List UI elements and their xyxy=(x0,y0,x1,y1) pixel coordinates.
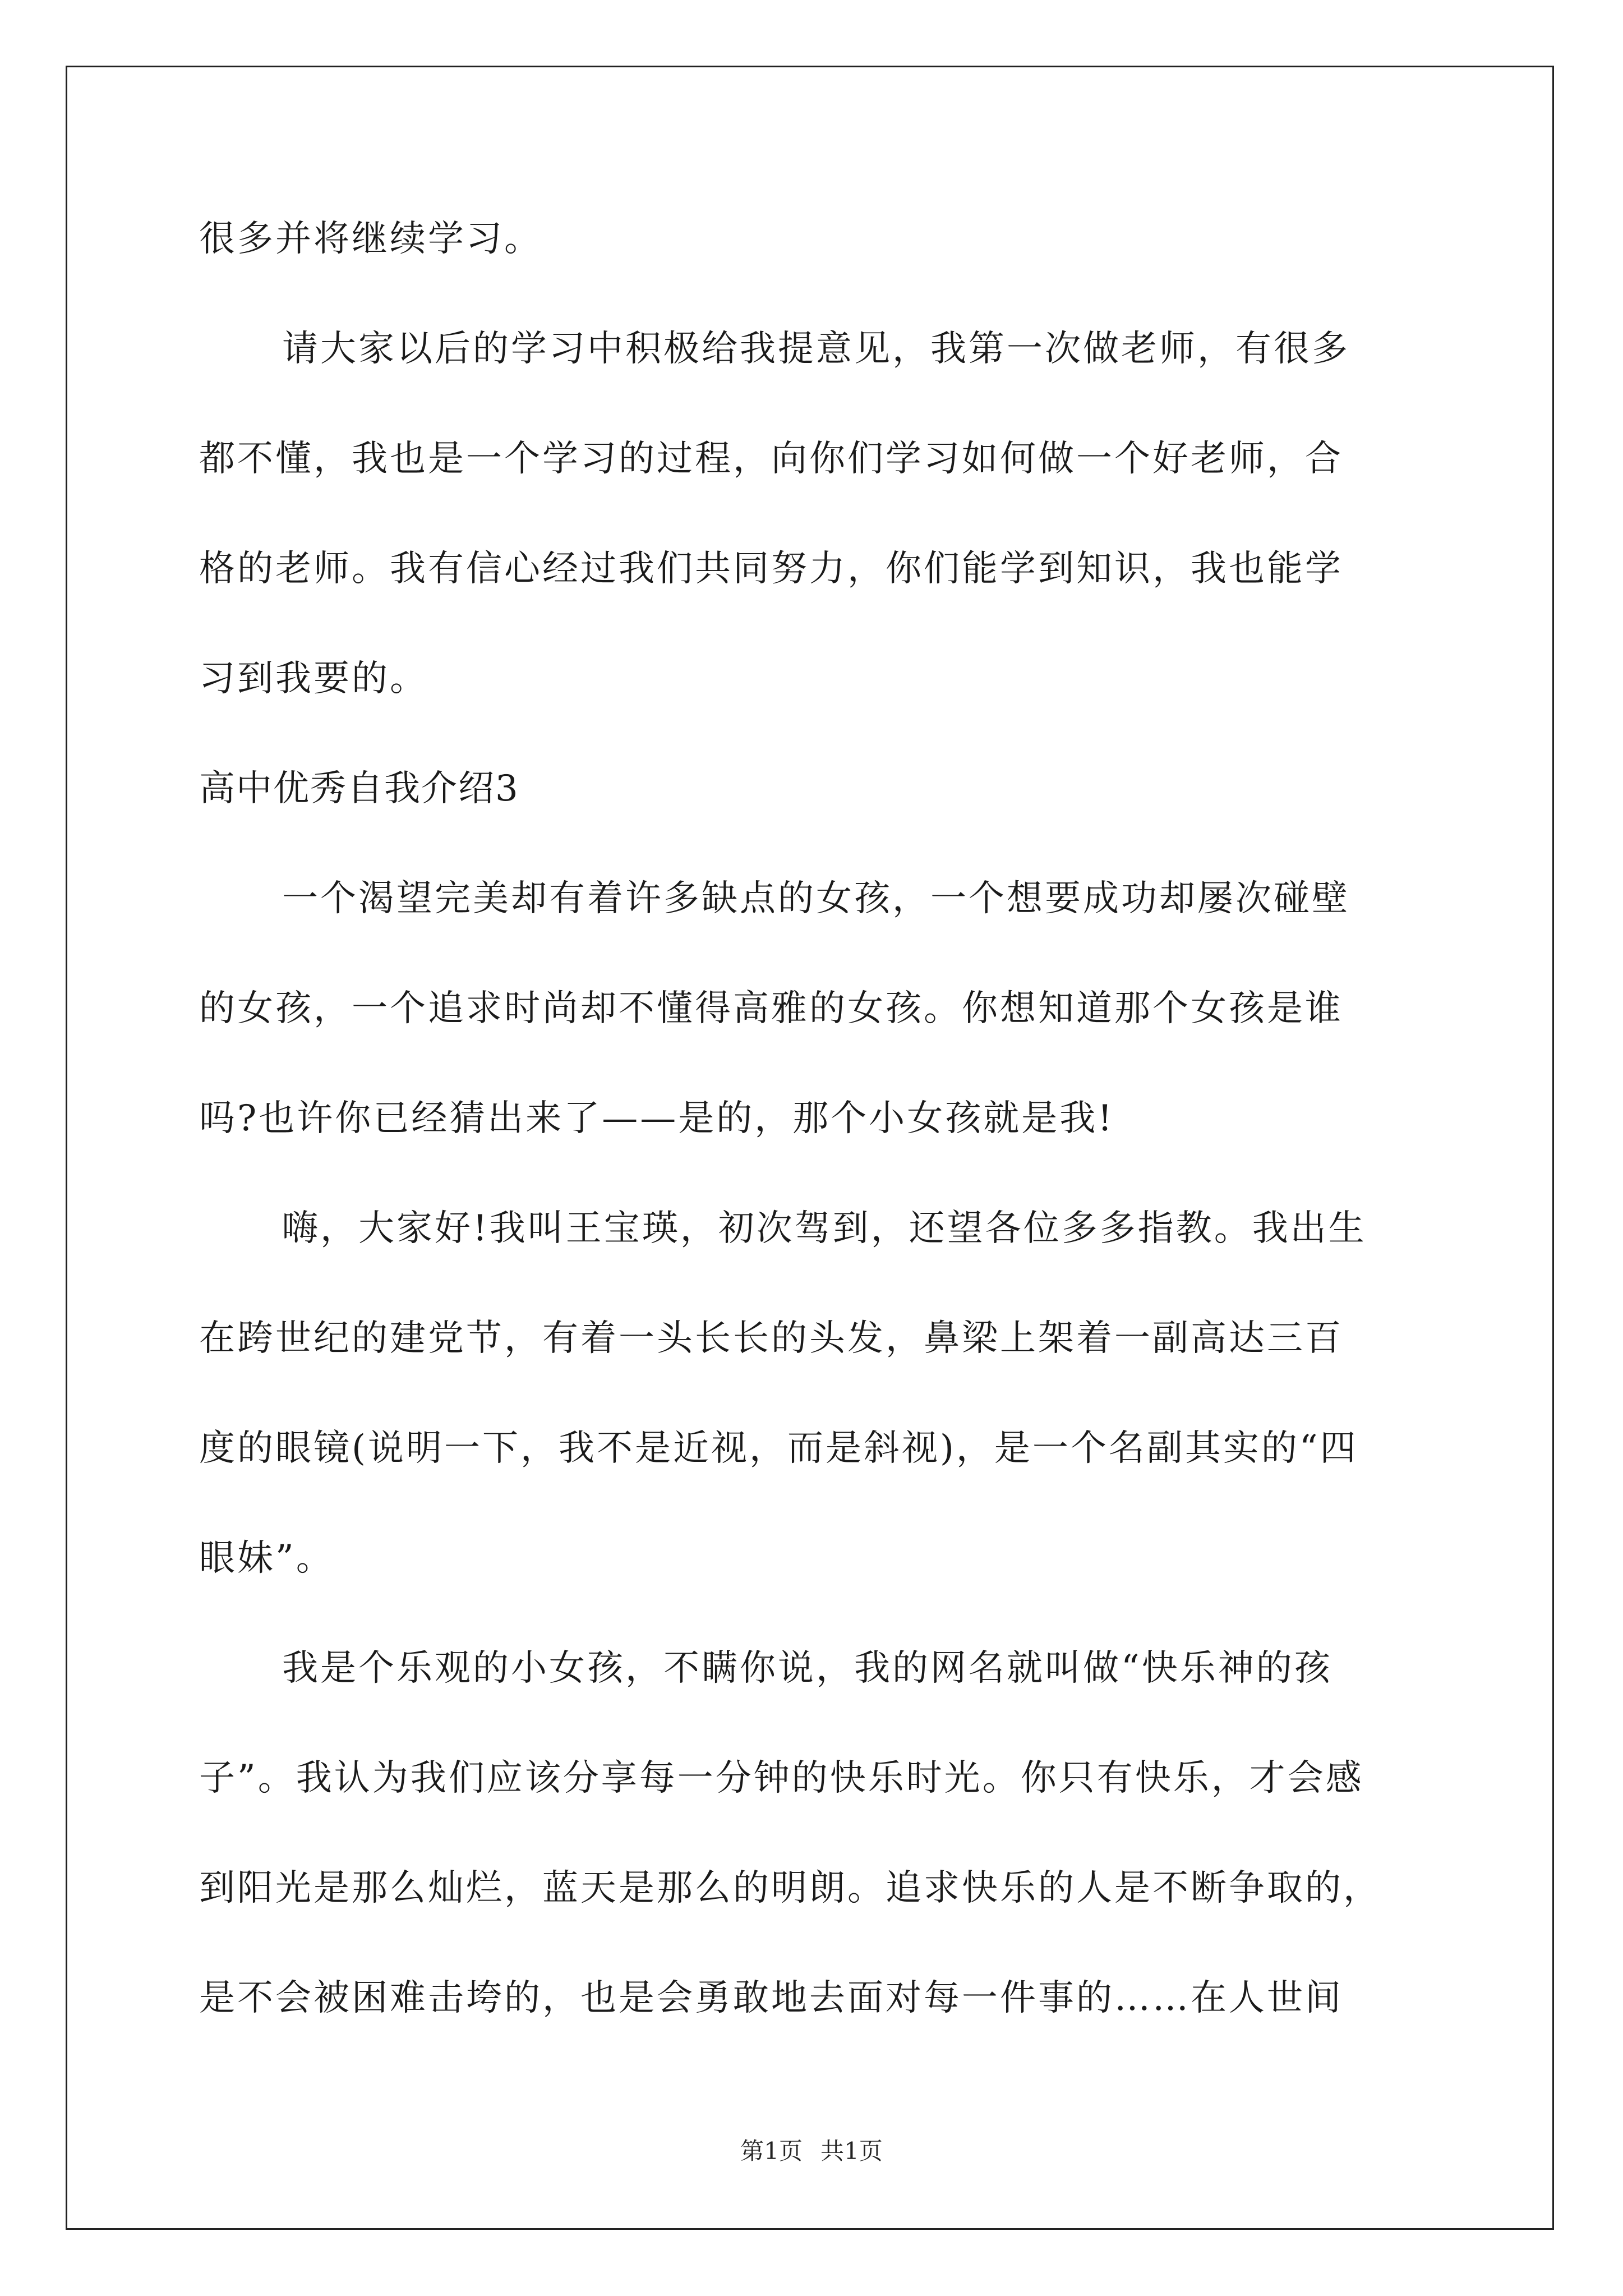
text-line: 的女孩，一个追求时尚却不懂得高雅的女孩。你想知道那个女孩是谁 xyxy=(199,988,1343,1029)
text-line: 是不会被困难击垮的，也是会勇敢地去面对每一件事的……在人世间 xyxy=(199,1977,1343,2019)
text-line: 在跨世纪的建党节，有着一头长长的头发，鼻梁上架着一副高达三百 xyxy=(199,1318,1343,1359)
text-line: 吗?也许你已经猜出来了——是的，那个小女孩就是我! xyxy=(199,1098,1115,1139)
page-number-current: 第1页 xyxy=(740,2137,803,2165)
page-number-total: 共1页 xyxy=(820,2137,883,2165)
paragraph-start-line: 我是个乐观的小女孩，不瞒你说，我的网名就叫做“快乐神的孩 xyxy=(282,1648,1332,1689)
text-line: 都不懂，我也是一个学习的过程，向你们学习如何做一个好老师，合 xyxy=(199,438,1343,480)
text-line: 习到我要的。 xyxy=(199,658,428,700)
document-body xyxy=(199,213,1433,2082)
text-line: 度的眼镜(说明一下，我不是近视，而是斜视)，是一个名副其实的“四 xyxy=(199,1428,1358,1469)
text-line: 到阳光是那么灿烂，蓝天是那么的明朗。追求快乐的人是不断争取的， xyxy=(199,1867,1381,1909)
text-line: 格的老师。我有信心经过我们共同努力，你们能学到知识，我也能学 xyxy=(199,548,1343,590)
section-heading: 高中优秀自我介绍3 xyxy=(199,768,519,809)
text-line: 子”。我认为我们应该分享每一分钟的快乐时光。你只有快乐，才会感 xyxy=(199,1757,1364,1799)
text-line: 很多并将继续学习。 xyxy=(199,218,542,260)
page-footer xyxy=(0,2133,1623,2166)
paragraph-start-line: 请大家以后的学习中积极给我提意见，我第一次做老师，有很多 xyxy=(282,328,1350,370)
paragraph-start-line: 嗨，大家好!我叫王宝瑛，初次驾到，还望各位多多指教。我出生 xyxy=(282,1208,1367,1249)
text-line: 眼妹”。 xyxy=(199,1538,334,1579)
paragraph-start-line: 一个渴望完美却有着许多缺点的女孩，一个想要成功却屡次碰壁 xyxy=(282,878,1350,919)
